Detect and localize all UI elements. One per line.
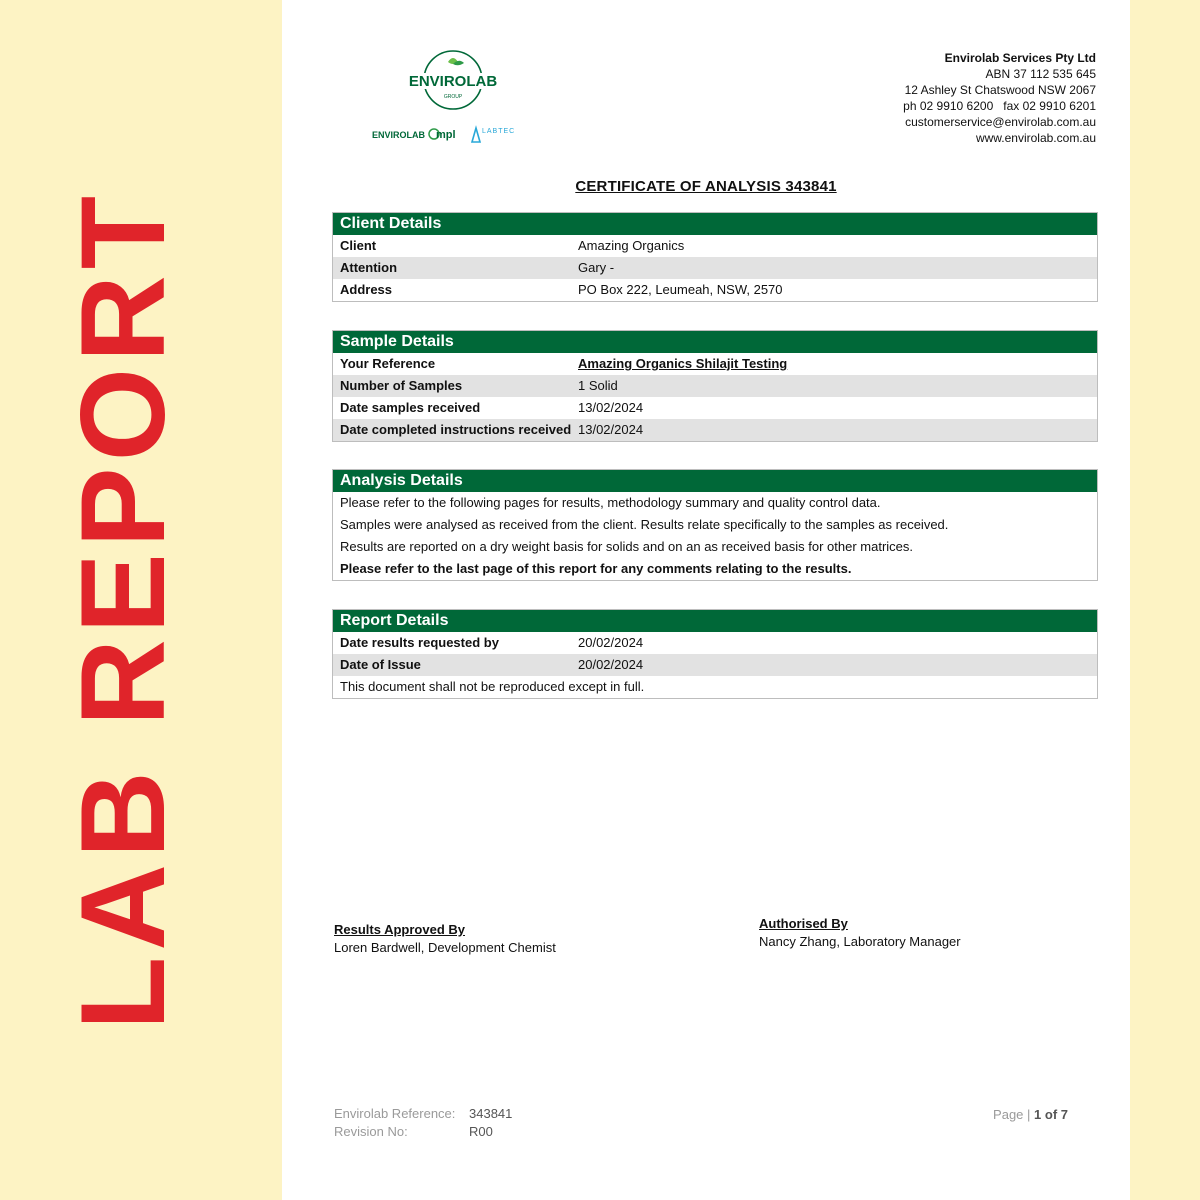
row-value: Amazing Organics — [578, 238, 685, 253]
envirolab-group-logo-icon — [398, 48, 508, 110]
revision-value: R00 — [469, 1124, 493, 1139]
certificate-page — [282, 0, 1130, 1200]
company-details — [903, 50, 1096, 146]
company-address: 12 Ashley St Chatswood NSW 2067 — [904, 83, 1096, 97]
table-row — [333, 419, 1097, 441]
authorised-block — [759, 915, 961, 951]
results-approved-block — [334, 921, 556, 957]
row-label: Address — [340, 282, 393, 297]
right-strip — [1130, 0, 1200, 1200]
brand-labtec: LABTEC — [482, 128, 516, 135]
approved-name: Loren Bardwell, Development Chemist — [334, 940, 556, 955]
analysis-line: Samples were analysed as received from the client. Results relate specifically to the samples as received. — [340, 517, 949, 532]
analysis-line: Please refer to the last page of this report for any comments relating to the results. — [340, 561, 852, 576]
row-value: 13/02/2024 — [578, 422, 644, 437]
section-heading: Client Details — [333, 213, 1097, 235]
company-website: www.envirolab.com.au — [975, 131, 1096, 145]
row-value: 20/02/2024 — [578, 635, 644, 650]
lab-report-banner-text: LAB REPORT — [56, 190, 190, 1030]
table-row — [333, 353, 1097, 375]
row-label: Date results requested by — [340, 635, 499, 650]
company-abn: ABN 37 112 535 645 — [985, 67, 1096, 81]
table-row — [333, 654, 1097, 676]
reference-value: 343841 — [469, 1106, 513, 1121]
table-row — [333, 279, 1097, 301]
section-heading: Sample Details — [333, 331, 1097, 353]
brand-logos-icon — [370, 122, 540, 148]
row-label: Date completed instructions received — [340, 422, 572, 437]
report-details-section — [332, 609, 1098, 699]
report-note: This document shall not be reproduced except in full. — [340, 679, 645, 694]
row-value: 1 Solid — [578, 378, 618, 393]
side-banner — [0, 0, 280, 1200]
certificate-title: CERTIFICATE OF ANALYSIS 343841 — [575, 178, 837, 195]
page-value: 1 of 7 — [1034, 1107, 1068, 1122]
sample-details-section — [332, 330, 1098, 442]
table-row — [333, 375, 1097, 397]
company-name: Envirolab Services Pty Ltd — [944, 51, 1096, 65]
row-label: Your Reference — [340, 356, 436, 371]
approved-title: Results Approved By — [334, 922, 465, 937]
section-heading: Report Details — [333, 610, 1097, 632]
logo-main-text: ENVIROLAB — [408, 73, 498, 90]
logo-sub-text: GROUP — [443, 94, 463, 100]
authorised-name: Nancy Zhang, Laboratory Manager — [759, 934, 961, 949]
row-value: 20/02/2024 — [578, 657, 644, 672]
row-label: Date of Issue — [340, 657, 421, 672]
row-value: 13/02/2024 — [578, 400, 644, 415]
table-row — [333, 235, 1097, 257]
company-email: customerservice@envirolab.com.au — [905, 115, 1096, 129]
analysis-details-section — [332, 469, 1098, 581]
row-label: Client — [340, 238, 377, 253]
page-indicator — [993, 1107, 1068, 1122]
analysis-line: Please refer to the following pages for results, methodology summary and quality control data. — [340, 495, 881, 510]
authorised-title: Authorised By — [759, 916, 848, 931]
brand-envirolab: ENVIROLAB — [372, 130, 426, 140]
page-label: Page | — [993, 1107, 1031, 1122]
reference-label: Envirolab Reference: — [334, 1106, 456, 1121]
revision-label: Revision No: — [334, 1124, 408, 1139]
company-phone: ph 02 9910 6200 fax 02 9910 6201 — [903, 99, 1096, 113]
reference-value: Amazing Organics Shilajit Testing — [578, 356, 788, 371]
client-details-section — [332, 212, 1098, 302]
row-label: Date samples received — [340, 400, 481, 415]
table-row — [333, 257, 1097, 279]
row-value: PO Box 222, Leumeah, NSW, 2570 — [578, 282, 783, 297]
row-value: Gary - — [578, 260, 615, 275]
table-row — [333, 397, 1097, 419]
row-label: Number of Samples — [340, 378, 463, 393]
row-label: Attention — [340, 260, 398, 275]
section-heading: Analysis Details — [333, 470, 1097, 492]
footer-reference — [334, 1105, 512, 1141]
analysis-line: Results are reported on a dry weight basis for solids and on an as received basis for other matrices. — [340, 539, 914, 554]
brand-mpl: mpl — [436, 129, 456, 141]
table-row — [333, 632, 1097, 654]
